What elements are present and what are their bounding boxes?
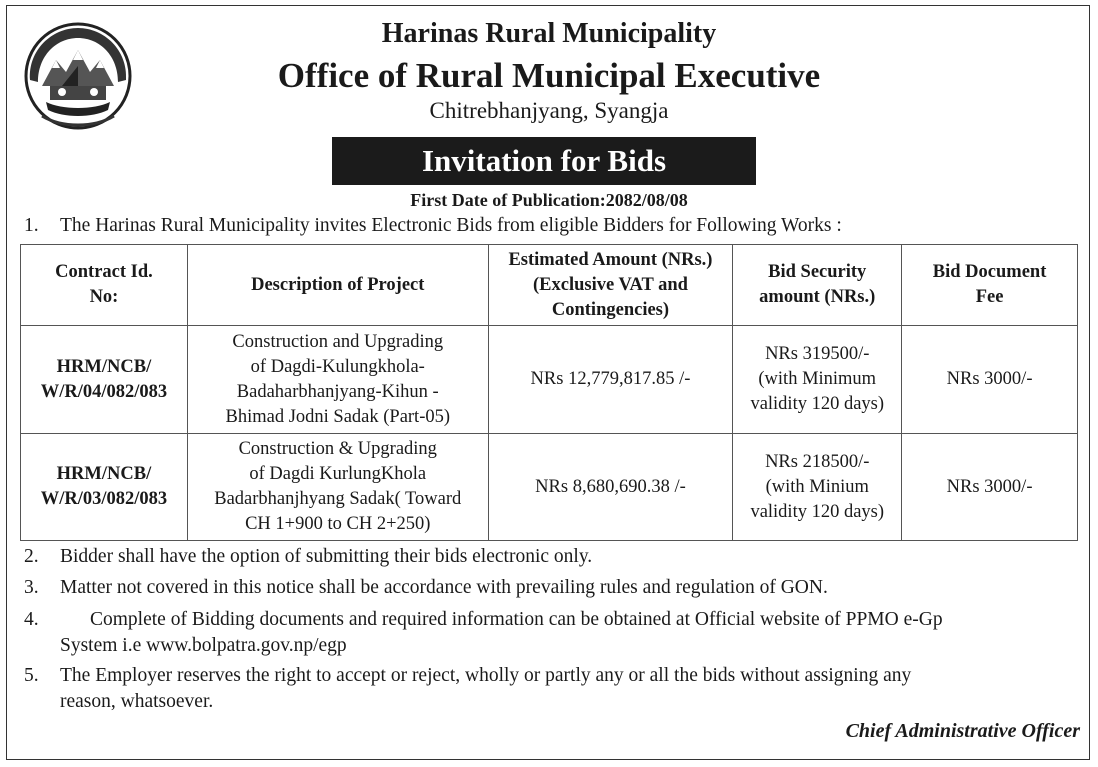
clause-3 xyxy=(24,575,1082,601)
bid-security-cell: NRs 319500/- (with Minimum validity 120 days) xyxy=(733,326,902,434)
clause-4 xyxy=(24,607,1082,659)
table-row xyxy=(21,434,1078,541)
header-bid-security: Bid Security amount (NRs.) xyxy=(733,245,902,326)
municipality-name: Harinas Rural Municipality xyxy=(381,18,717,49)
estimated-amount-cell: NRs 8,680,690.38 /- xyxy=(488,434,733,541)
estimated-amount-cell: NRs 12,779,817.85 /- xyxy=(488,326,733,434)
notice-banner: Invitation for Bids xyxy=(332,137,756,185)
clause-number: 2. xyxy=(24,546,39,567)
table-row xyxy=(21,326,1078,434)
document-fee-cell: NRs 3000/- xyxy=(902,434,1078,541)
clause-number: 5. xyxy=(24,665,39,686)
clause-number: 1. xyxy=(24,215,39,236)
table-header-row xyxy=(21,245,1078,326)
header-contract-id: Contract Id. No: xyxy=(21,245,188,326)
clause-text-continued: System i.e www.bolpatra.gov.np/egp xyxy=(60,635,347,656)
office-location: Chitrebhanjyang, Syangja xyxy=(429,98,669,123)
bid-security-cell: NRs 218500/- (with Minium validity 120 days) xyxy=(733,434,902,541)
clause-text: The Employer reserves the right to accept or reject, wholly or partly any or all the bids without assigning any xyxy=(60,665,912,686)
contract-id-cell: HRM/NCB/ W/R/03/082/083 xyxy=(21,434,188,541)
contract-id-cell: HRM/NCB/ W/R/04/082/083 xyxy=(21,326,188,434)
header-estimated-amount: Estimated Amount (NRs.) (Exclusive VAT and Contingencies) xyxy=(488,245,733,326)
header-description: Description of Project xyxy=(187,245,488,326)
clause-text-continued: reason, whatsoever. xyxy=(60,691,214,712)
publication-date: First Date of Publication:2082/08/08 xyxy=(410,190,688,210)
clause-number: 4. xyxy=(24,609,39,630)
clause-number: 3. xyxy=(24,577,39,598)
header-document-fee: Bid Document Fee xyxy=(902,245,1078,326)
document-fee-cell: NRs 3000/- xyxy=(902,326,1078,434)
office-title: Office of Rural Municipal Executive xyxy=(277,56,821,95)
description-cell: Construction & Upgrading of Dagdi KurlungKhola Badarbhanjhyang Sadak( Toward CH 1+900 to CH 2+250) xyxy=(187,434,488,541)
signatory-title: Chief Administrative Officer xyxy=(845,720,1080,742)
clause-text: Bidder shall have the option of submitting their bids electronic only. xyxy=(60,546,593,567)
clause-1 xyxy=(24,213,1082,239)
bid-table xyxy=(20,244,1078,541)
clause-text: Complete of Bidding documents and required information can be obtained at Official website of PPMO e-Gp xyxy=(90,609,943,630)
clause-text: The Harinas Rural Municipality invites Electronic Bids from eligible Bidders for Following Works : xyxy=(60,215,842,236)
clause-text: Matter not covered in this notice shall be accordance with prevailing rules and regulation of GON. xyxy=(60,577,828,598)
clause-2 xyxy=(24,544,1082,570)
clause-5 xyxy=(24,663,1082,715)
description-cell: Construction and Upgrading of Dagdi-Kulungkhola- Badaharbhanjyang-Kihun - Bhimad Jodni Sadak (Part-05) xyxy=(187,326,488,434)
